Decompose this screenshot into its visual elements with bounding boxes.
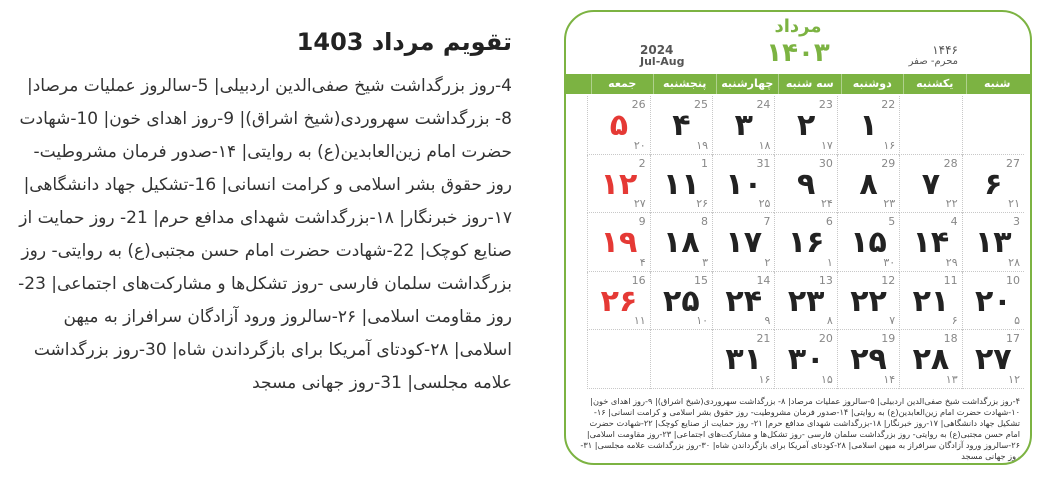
empty-cell xyxy=(650,330,712,389)
gregorian-date: 14 xyxy=(756,273,771,287)
gregorian-date: 19 xyxy=(881,332,896,345)
hijri-date: ۴ xyxy=(639,255,646,269)
hijri-date: ۹ xyxy=(764,314,771,327)
jalali-date: ۲۷ xyxy=(974,342,1012,377)
gregorian-date: 25 xyxy=(694,98,709,111)
calendar-grid xyxy=(587,96,1024,389)
page-title: تقویم مرداد 1403 xyxy=(296,28,512,56)
day-cell[interactable] xyxy=(650,155,712,214)
gregorian-year: 2024 xyxy=(640,43,674,57)
jalali-date-holiday: ۲۶ xyxy=(600,283,638,319)
hijri-date: ۲۵ xyxy=(758,197,771,210)
hijri-date: ۱۱ xyxy=(633,314,646,327)
hijri-date: ۲ xyxy=(764,255,771,269)
day-cell[interactable] xyxy=(962,213,1024,272)
weekday-wednesday: چهارشنبه xyxy=(716,74,779,94)
gregorian-date: 11 xyxy=(943,273,958,287)
jalali-date: ۲۸ xyxy=(912,342,950,377)
jalali-date: ۲۹ xyxy=(850,342,887,377)
hijri-date: ۲۰ xyxy=(633,138,646,152)
gregorian-date: 6 xyxy=(825,215,833,228)
hijri-date: ۲۸ xyxy=(1008,255,1020,269)
jalali-date: ۱۳ xyxy=(974,225,1012,260)
hijri-date: ۲۹ xyxy=(945,255,958,269)
day-cell[interactable] xyxy=(774,272,836,331)
jalali-date: ۹ xyxy=(796,166,816,202)
jalali-date: ۶ xyxy=(984,166,1003,202)
hijri-date: ۳ xyxy=(702,255,709,269)
day-cell[interactable] xyxy=(899,272,961,331)
weekday-tuesday: سه شنبه xyxy=(778,74,841,94)
jalali-date: ۱۴ xyxy=(912,225,950,260)
gregorian-date: 2 xyxy=(638,156,646,170)
day-cell[interactable] xyxy=(837,96,899,155)
day-cell[interactable] xyxy=(712,330,774,389)
day-cell[interactable] xyxy=(587,155,649,214)
day-cell[interactable] xyxy=(712,155,774,214)
hijri-date: ۱۲ xyxy=(1008,372,1020,386)
hijri-date: ۱۸ xyxy=(758,138,771,152)
jalali-date: ۱۸ xyxy=(663,225,700,260)
gregorian-date: 7 xyxy=(763,215,771,228)
day-cell[interactable] xyxy=(962,155,1024,214)
jalali-date: ۲۴ xyxy=(725,283,763,319)
weekday-thursday: پنجشنبه xyxy=(653,74,716,94)
jalali-date: ۷ xyxy=(921,166,941,202)
weekday-sunday: یکشنبه xyxy=(903,74,966,94)
empty-cell xyxy=(962,96,1024,155)
hijri-date: ۲۳ xyxy=(883,197,896,210)
text-block xyxy=(12,28,512,400)
hijri-date: ۲۴ xyxy=(821,197,833,210)
gregorian-date: 15 xyxy=(694,273,709,287)
hijri-date: ۱۶ xyxy=(883,138,896,152)
gregorian-date: 9 xyxy=(638,215,646,228)
day-cell[interactable] xyxy=(587,213,649,272)
gregorian-date: 24 xyxy=(756,98,771,111)
gregorian-date: 12 xyxy=(881,273,896,287)
gregorian-date: 28 xyxy=(943,156,958,170)
day-cell[interactable] xyxy=(712,96,774,155)
gregorian-date: 18 xyxy=(943,332,958,345)
gregorian-date: 23 xyxy=(818,98,833,111)
gregorian-date: 10 xyxy=(1006,273,1020,287)
day-cell[interactable] xyxy=(962,272,1024,331)
day-cell[interactable] xyxy=(650,213,712,272)
hijri-date: ۱۳ xyxy=(945,372,958,386)
jalali-date: ۱۶ xyxy=(787,225,825,260)
gregorian-date: 26 xyxy=(631,98,646,111)
jalali-date: ۲ xyxy=(796,108,816,143)
hijri-date: ۱ xyxy=(826,255,833,269)
gregorian-date: 20 xyxy=(818,332,833,345)
jalali-date: ۸ xyxy=(859,166,878,202)
day-cell[interactable] xyxy=(774,96,836,155)
empty-cell xyxy=(587,330,649,389)
hijri-info xyxy=(909,44,958,68)
weekday-friday: جمعه xyxy=(591,74,654,94)
day-cell[interactable] xyxy=(837,330,899,389)
hijri-date: ۵ xyxy=(1014,314,1020,327)
day-cell[interactable] xyxy=(899,155,961,214)
jalali-date: ۲۳ xyxy=(787,283,825,319)
calendar-header xyxy=(566,12,1030,70)
day-cell[interactable] xyxy=(899,330,961,389)
gregorian-date: 17 xyxy=(1006,332,1020,345)
jalali-date: ۲۵ xyxy=(663,283,700,319)
jalali-date: ۲۲ xyxy=(850,283,887,319)
gregorian-date: 29 xyxy=(881,156,896,170)
jalali-date: ۱۱ xyxy=(663,166,700,202)
jalali-date: ۲۰ xyxy=(974,283,1012,319)
jalali-date: ۳۱ xyxy=(725,342,763,377)
day-cell[interactable] xyxy=(837,155,899,214)
day-cell[interactable] xyxy=(712,213,774,272)
hijri-date: ۱۷ xyxy=(821,138,833,152)
gregorian-date: 21 xyxy=(756,332,771,345)
jalali-date: ۱۰ xyxy=(725,166,763,202)
gregorian-date: 16 xyxy=(631,273,646,287)
day-cell[interactable] xyxy=(837,272,899,331)
hijri-months: محرم- صفر xyxy=(908,56,958,67)
day-cell[interactable] xyxy=(650,272,712,331)
hijri-date: ۲۷ xyxy=(633,197,646,210)
gregorian-date: 13 xyxy=(818,273,833,287)
hijri-date: ۱۴ xyxy=(883,372,896,386)
calendar-card xyxy=(564,10,1032,465)
day-cell[interactable] xyxy=(587,96,649,155)
day-cell[interactable] xyxy=(587,272,649,331)
occasions-description: 4-روز بزرگداشت شیخ صفی‌الدین اردبیلی| 5-سالروز عملیات مرصاد| 8- بزرگداشت سهروردی(شیخ اشراق)| 9-روز اهدای خون| 10-شهادت حضرت امام زین‌العابدین(ع) به روایتی| ۱۴-صدور فرمان مشروطیت- روز حقوق بشر اسلامی و کرامت انسانی| 16-تشکیل جهاد دانشگاهی| ۱۷-روز خبرنگار| ۱۸-بزرگداشت شهدای مدافع حرم| 21- روز حمایت از صنایع کوچک| 22-شهادت حضرت امام حسن مجتبی(ع) به روایتی- روز بزرگداشت سلمان فارسی -روز تشکل‌ها و مشارکت‌های اجتماعی| 23-روز مقاومت اسلامی| ۲۶-سالروز ورود آزادگان سرافراز به میهن اسلامی| ۲۸-کودتای آمریکا برای بازگرداندن شاه| 30-روز بزرگداشت علامه مجلسی| 31-روز جهانی مسجد xyxy=(18,76,512,393)
calendar-footnote: ۴-روز بزرگداشت شیخ صفی‌الدین اردبیلی| ۵-سالروز عملیات مرصاد| ۸- بزرگداشت سهروردی(شیخ اشراق)| ۹-روز اهدای خون| ۱۰-شهادت حضرت امام زین‌العابدین(ع) به روایتی| ۱۴-صدور فرمان مشروطیت- روز حقوق بشر اسلامی و کرامت انسانی| ۱۶-تشکیل جهاد دانشگاهی| ۱۷-روز خبرنگار| ۱۸-بزرگداشت شهدای مدافع حرم| ۲۱- روز حمایت از صنایع کوچک| ۲۲-شهادت حضرت امام حسن مجتبی(ع) به روایتی- روز بزرگداشت سلمان فارسی -روز تشکل‌ها و مشارکت‌های اجتماعی| ۲۳-روز مقاومت اسلامی| ۲۶-سالروز ورود آزادگان سرافراز به میهن اسلامی| ۲۸-کودتای آمریکا برای بازگرداندن شاه| ۳۰-روز بزرگداشت علامه مجلسی| ۳۱-روز جهانی مسجد xyxy=(580,396,1020,461)
jalali-date: ۴ xyxy=(672,108,691,143)
hijri-date: ۳۰ xyxy=(883,255,896,269)
gregorian-date: 3 xyxy=(1013,215,1020,228)
day-cell[interactable] xyxy=(712,272,774,331)
hijri-date: ۱۶ xyxy=(758,372,771,386)
weekday-saturday: شنبه xyxy=(966,74,1029,94)
gregorian-date: 1 xyxy=(701,156,709,170)
jalali-date: ۳۰ xyxy=(787,342,825,377)
jalali-year: ۱۴۰۳ xyxy=(766,38,830,68)
jalali-date: ۱۵ xyxy=(850,225,887,260)
jalali-date: ۱۷ xyxy=(725,225,763,260)
gregorian-date: 27 xyxy=(1006,156,1020,170)
weekday-bar xyxy=(566,74,1030,94)
day-cell[interactable] xyxy=(899,213,961,272)
day-cell[interactable] xyxy=(774,213,836,272)
day-cell[interactable] xyxy=(650,96,712,155)
weekday-monday: دوشنبه xyxy=(841,74,904,94)
hijri-date: ۲۲ xyxy=(945,197,958,210)
gregorian-date: 4 xyxy=(950,215,958,228)
jalali-date-holiday: ۵ xyxy=(609,108,629,143)
jalali-date: ۳ xyxy=(734,108,753,143)
day-cell[interactable] xyxy=(774,155,836,214)
hijri-date: ۲۶ xyxy=(696,197,709,210)
gregorian-date: 22 xyxy=(881,98,896,111)
hijri-date: ۱۰ xyxy=(696,314,709,327)
day-cell[interactable] xyxy=(962,330,1024,389)
gregorian-date: 5 xyxy=(888,215,896,228)
day-cell[interactable] xyxy=(837,213,899,272)
hijri-date: ۶ xyxy=(951,314,958,327)
jalali-date: ۲۱ xyxy=(912,283,950,319)
jalali-date: ۱ xyxy=(859,108,878,143)
hijri-date: ۱۵ xyxy=(821,372,833,386)
gregorian-months: Jul-Aug xyxy=(640,55,685,68)
gregorian-date: 8 xyxy=(701,215,709,228)
day-cell[interactable] xyxy=(774,330,836,389)
hijri-date: ۱۹ xyxy=(696,138,709,152)
month-name: مرداد xyxy=(774,16,822,37)
jalali-date-holiday: ۱۲ xyxy=(600,166,638,202)
gregorian-date: 31 xyxy=(756,156,771,170)
empty-cell xyxy=(899,96,961,155)
jalali-date-holiday: ۱۹ xyxy=(600,225,638,260)
hijri-date: ۸ xyxy=(826,314,833,327)
hijri-date: ۲۱ xyxy=(1008,197,1020,210)
gregorian-date: 30 xyxy=(818,156,833,170)
hijri-date: ۷ xyxy=(889,314,896,327)
hijri-year: ۱۴۴۶ xyxy=(932,43,958,57)
